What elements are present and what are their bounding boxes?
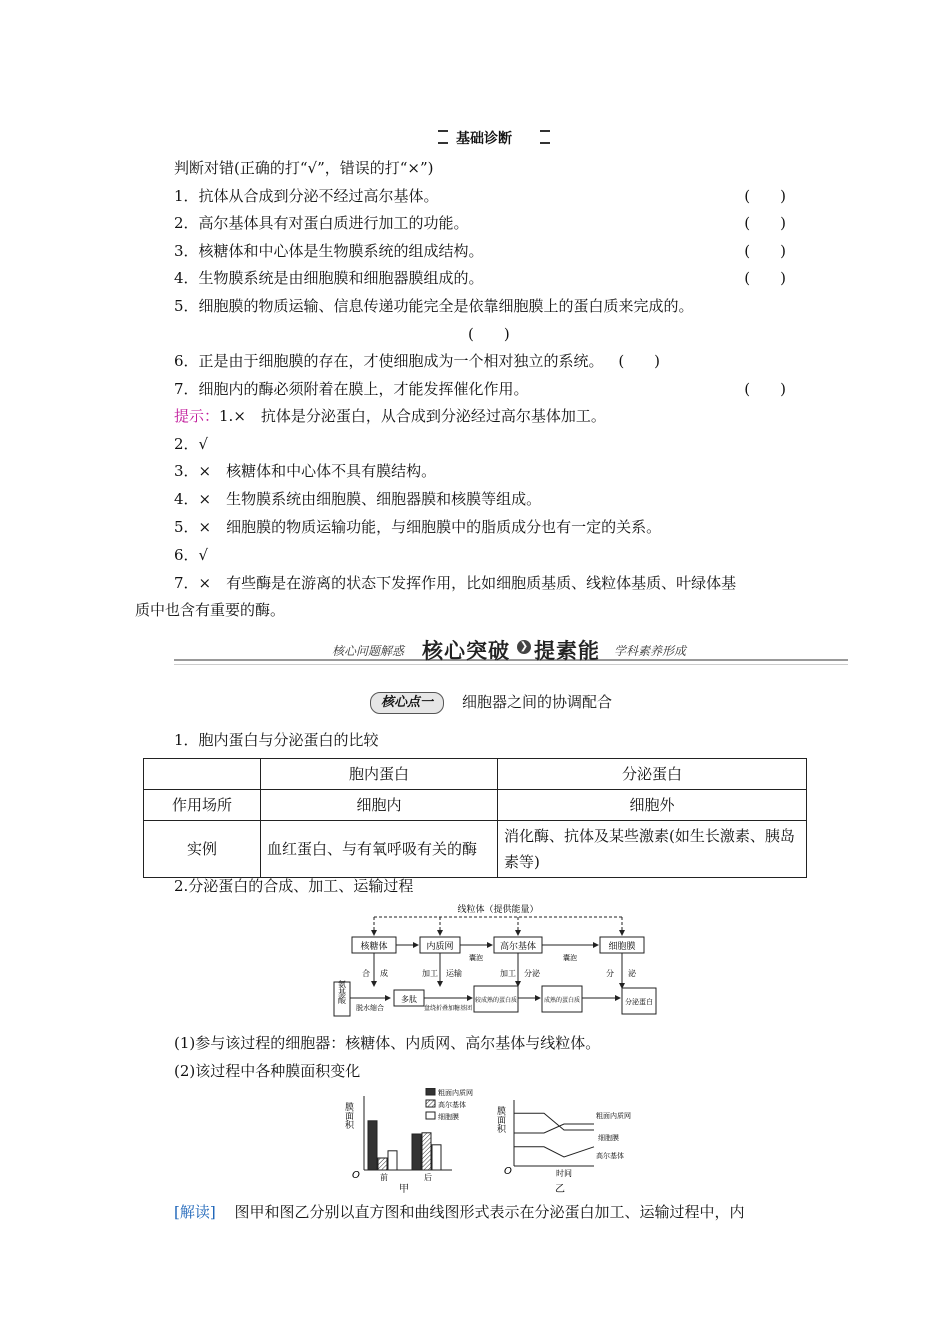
section-title: 基础诊断 [456, 131, 512, 147]
bar-细胞膜-前 [388, 1151, 397, 1170]
table-row [144, 821, 807, 878]
bar-粗面内质网-后 [412, 1134, 421, 1170]
table-cell [144, 759, 261, 790]
banner-rule [174, 659, 848, 661]
step-label: 加工 [422, 969, 438, 978]
question-text: 7．细胞内的酶必须附着在膜上，才能发挥催化作用。 [174, 380, 529, 398]
answer-blank[interactable]: ( ) [468, 325, 510, 343]
table-cell: 作用场所 [144, 790, 261, 821]
hint-text: 5．× 细胞膜的物质运输功能，与细胞膜中的脂质成分也有一定的关系。 [174, 518, 662, 536]
step-label: 分泌 [524, 969, 540, 978]
x-tick-label: 后 [424, 1173, 432, 1182]
line-group [514, 1113, 594, 1157]
hint-text: 7．× 有些酶是在游离的状态下发挥作用，比如细胞质基质、线粒体基质、叶绿体基 [174, 574, 737, 592]
line-高尔基体 [514, 1147, 594, 1157]
legend-entry: 高尔基体 [438, 1101, 466, 1109]
amino-acid-label: 氨基酸 [337, 980, 347, 1004]
organelle-membrane: 细胞膜 [608, 942, 636, 952]
core-point-tag: 核心点一 [370, 692, 444, 714]
banner-right-text: 学科素养形成 [614, 644, 687, 658]
organelle-ribosome: 核糖体 [360, 942, 388, 952]
question-text: 3．核糖体和中心体是生物膜系统的组成结构。 [174, 242, 484, 260]
hint-text: 质中也含有重要的酶。 [135, 601, 286, 619]
hint-text: 4．× 生物膜系统由细胞膜、细胞器膜和核膜等组成。 [174, 490, 542, 508]
question-item [174, 268, 786, 288]
question-text: 2．高尔基体具有对蛋白质进行加工的功能。 [174, 214, 469, 232]
answer-blank[interactable]: ( ) [744, 187, 786, 205]
folding-label: 盘绕折叠加糖基团 [423, 1005, 473, 1012]
question-text: 5．细胞膜的物质运输、信息传递功能完全是依靠细胞膜上的蛋白质来完成的。 [174, 297, 694, 315]
arrow-icon: ❯ [517, 640, 531, 654]
y-axis-label: 膜面积 [343, 1102, 353, 1129]
vesicle-label: 囊泡 [563, 954, 577, 962]
question-item [174, 351, 660, 371]
legend-entry: 粗面内质网 [438, 1089, 473, 1097]
x-axis-label: 时间 [556, 1169, 572, 1178]
product-secretory: 分泌蛋白 [625, 998, 653, 1006]
question-item [174, 241, 786, 261]
question-text: 6．正是由于细胞膜的存在，才使细胞成为一个相对独立的系统。 [174, 352, 604, 370]
series-label: 细胞膜 [598, 1134, 619, 1142]
answer-blank[interactable]: ( ) [618, 352, 661, 370]
paragraph: (1)参与该过程的细胞器：核糖体、内质网、高尔基体与线粒体。 [174, 1034, 601, 1052]
organelle-golgi: 高尔基体 [499, 942, 537, 952]
banner-title-1: 核心突破 [422, 639, 510, 663]
product-mature: 成熟的蛋白质 [543, 997, 581, 1004]
question-text: 1．抗体从合成到分泌不经过高尔基体。 [174, 187, 439, 205]
section-header-basic [438, 128, 550, 146]
legend-entry: 细胞膜 [438, 1113, 459, 1121]
question-item [174, 186, 786, 206]
answer-blank[interactable]: ( ) [744, 380, 786, 398]
interpretation-line [174, 1202, 745, 1222]
series-label: 高尔基体 [596, 1152, 624, 1160]
secretion-flow-diagram [330, 902, 660, 1024]
step-label: 泌 [628, 969, 636, 978]
table-header: 胞内蛋白 [261, 759, 498, 790]
x-tick-label: 前 [380, 1173, 388, 1182]
origin-label: O [504, 1166, 512, 1177]
comparison-table [143, 758, 807, 878]
step-label: 分 [606, 969, 614, 978]
interpretation-text: 图甲和图乙分别以直方图和曲线图形式表示在分泌蛋白加工、运输过程中，内 [234, 1203, 745, 1221]
section-heading: 1．胞内蛋白与分泌蛋白的比较 [174, 731, 379, 749]
paragraph: (2)该过程中各种膜面积变化 [174, 1062, 361, 1080]
hint-label: 提示： [174, 407, 220, 425]
core-point-title: 细胞器之间的协调配合 [462, 693, 613, 711]
question-text: 4．生物膜系统是由细胞膜和细胞器膜组成的。 [174, 269, 484, 287]
hint-text: 1.× 抗体是分泌蛋白，从合成到分泌经过高尔基体加工。 [219, 407, 606, 425]
answer-blank[interactable]: ( ) [744, 214, 786, 232]
table-header-row [144, 759, 807, 790]
table-cell: 细胞内 [261, 790, 498, 821]
instruction: 判断对错(正确的打“√”，错误的打“×”) [174, 159, 434, 177]
banner-rule-thin [174, 664, 848, 665]
step-label: 运输 [446, 969, 462, 978]
origin-label: O [352, 1170, 360, 1181]
step-label: 合 [362, 969, 370, 978]
table-cell: 细胞外 [498, 790, 807, 821]
bar-粗面内质网-前 [368, 1121, 377, 1170]
chart-caption: 甲 [399, 1184, 409, 1195]
organelle-er: 内质网 [426, 942, 454, 952]
question-item [174, 213, 786, 233]
answer-blank[interactable]: ( ) [744, 269, 786, 287]
header-deco-left [438, 130, 448, 144]
table-row [144, 790, 807, 821]
answer-blank[interactable]: ( ) [744, 242, 786, 260]
hint-text: 2．√ [174, 435, 209, 453]
bar-group [368, 1121, 441, 1170]
y-axis-label: 膜面积 [495, 1106, 505, 1133]
vesicle-label: 囊泡 [469, 954, 483, 962]
product-premature: 较成熟的蛋白质 [474, 997, 518, 1004]
banner-title-2: 提素能 [534, 639, 600, 663]
section-heading: 2.分泌蛋白的合成、加工、运输过程 [174, 877, 414, 895]
step-label: 加工 [500, 969, 516, 978]
table-cell: 实例 [144, 821, 261, 878]
chart-caption: 乙 [555, 1184, 565, 1195]
dehydration-label: 脱水缩合 [356, 1004, 384, 1012]
table-cell: 血红蛋白、与有氧呼吸有关的酶 [261, 821, 498, 878]
series-label: 粗面内质网 [596, 1112, 631, 1120]
banner-left-text: 核心问题解惑 [332, 644, 405, 658]
chart-yi [494, 1096, 654, 1196]
bar-高尔基体-前 [378, 1158, 387, 1170]
line-粗面内质网 [514, 1113, 594, 1130]
bar-高尔基体-后 [422, 1133, 431, 1170]
step-label: 成 [380, 969, 388, 978]
product-polypeptide: 多肽 [401, 995, 417, 1004]
table-header: 分泌蛋白 [498, 759, 807, 790]
table-cell: 消化酶、抗体及某些激素(如生长激素、胰岛素等) [498, 821, 807, 878]
section-banner [174, 632, 848, 670]
question-item [174, 379, 786, 399]
interpretation-label: [解读] [174, 1203, 216, 1221]
hint-line [174, 406, 606, 426]
mitochondria-label: 线粒体（提供能量） [457, 905, 539, 915]
line-细胞膜 [514, 1124, 594, 1133]
chart-jia [340, 1088, 490, 1198]
bar-细胞膜-后 [432, 1145, 441, 1170]
hint-text: 6．√ [174, 546, 209, 564]
header-deco-right [540, 130, 550, 144]
hint-text: 3．× 核糖体和中心体不具有膜结构。 [174, 462, 437, 480]
